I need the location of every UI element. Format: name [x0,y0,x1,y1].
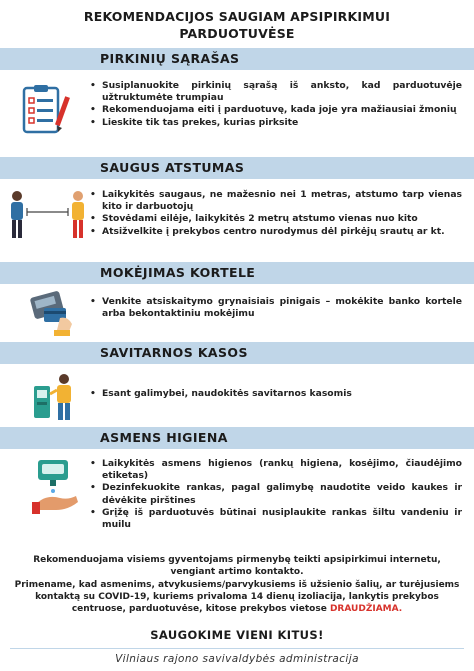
section-title: SAVITARNOS KASOS [100,345,248,360]
hand-sanitizer-icon [32,458,82,516]
section-band-self-checkout [0,342,474,364]
section-title: MOKĖJIMAS KORTELE [100,265,256,280]
list-item: • Grįžę iš parduotuvės būtinai nusiplaukite rankas šiltu vandeniu ir muilu [90,507,462,531]
list-item: • Esant galimybei, naudokitės savitarnos kasomis [90,388,462,400]
list-item: • Dezinfekuokite rankas, pagal galimybę naudotite veido kaukes ir dėvėkite pirštines [90,482,462,506]
section-band-card-payment [0,262,474,284]
list-item: • Venkite atsiskaitymo grynaisiais pinigais – mokėkite banko kortele arba bekontaktiniu mokėjimu [90,296,462,320]
list-item: • Atsižvelkite į prekybos centro nurodymus dėl pirkėjų srautų ar kt. [90,226,462,238]
section-items-hygiene [90,458,462,531]
list-item: • Stovėdami eilėje, laikykitės 2 metrų atstumo vienas nuo kito [90,213,462,225]
list-item: • Lieskite tik tas prekes, kurias pirksite [90,117,462,129]
page-title [0,8,474,42]
list-item: • Laikykitės saugaus, ne mažesnio nei 1 metras, atstumo tarp vienas kito ir darbuotojų [90,189,462,213]
footer-motto: SAUGOKIME VIENI KITUS! [150,628,324,642]
card-payment-icon [30,290,76,336]
page-title-line1: REKOMENDACIJOS SAUGIAM APSIPIRKIMUI [83,9,391,24]
page-title-line2: PARDUOTUVĖSE [179,26,295,41]
section-title: SAUGUS ATSTUMAS [100,160,245,175]
footer-signature: Vilniaus rajono savivaldybės administracija [115,653,359,665]
section-items-safe-distance [90,189,462,238]
section-items-shopping-list [90,80,462,129]
section-items-card-payment [90,296,462,320]
footer-prohibited-label: DRAUDŽIAMA. [329,604,403,615]
section-items-self-checkout [90,388,462,400]
footer-divider [10,648,464,649]
shopping-list-icon [16,82,72,138]
self-checkout-icon [32,372,78,422]
section-title: PIRKINIŲ SĄRAŠAS [100,51,240,66]
list-item: • Rekomenduojama eiti į parduotuvę, kada joje yra mažiausiai žmonių [90,104,462,116]
list-item: • Laikykitės asmens higienos (rankų higiena, kosėjimo, čiaudėjimo etiketas) [90,458,462,482]
list-item: • Susiplanuokite pirkinių sąrašą iš anksto, kad parduotuvėje užtruktumėte trumpiau [90,80,462,104]
footer-paragraph-isolation-text: Primename, kad asmenims, atvykusiems/parvykusiems iš užsienio šalių, ar turėjusiems kontaktą su COVID-19, kuriems privaloma 14 dienų izoliacija, lankytis prekybos centruose, parduotuvėse, kitose prekybos vietose [14,580,460,615]
section-band-shopping-list [0,48,474,70]
section-title: ASMENS HIGIENA [100,430,228,445]
section-band-safe-distance [0,157,474,179]
section-band-hygiene [0,427,474,449]
footer-paragraph-isolation [12,579,462,616]
footer-paragraph-online: Rekomenduojama visiems gyventojams pirmenybę teikti apsipirkimui internetu, vengiant artimo kontakto. [33,555,441,578]
social-distance-icon [8,188,90,242]
